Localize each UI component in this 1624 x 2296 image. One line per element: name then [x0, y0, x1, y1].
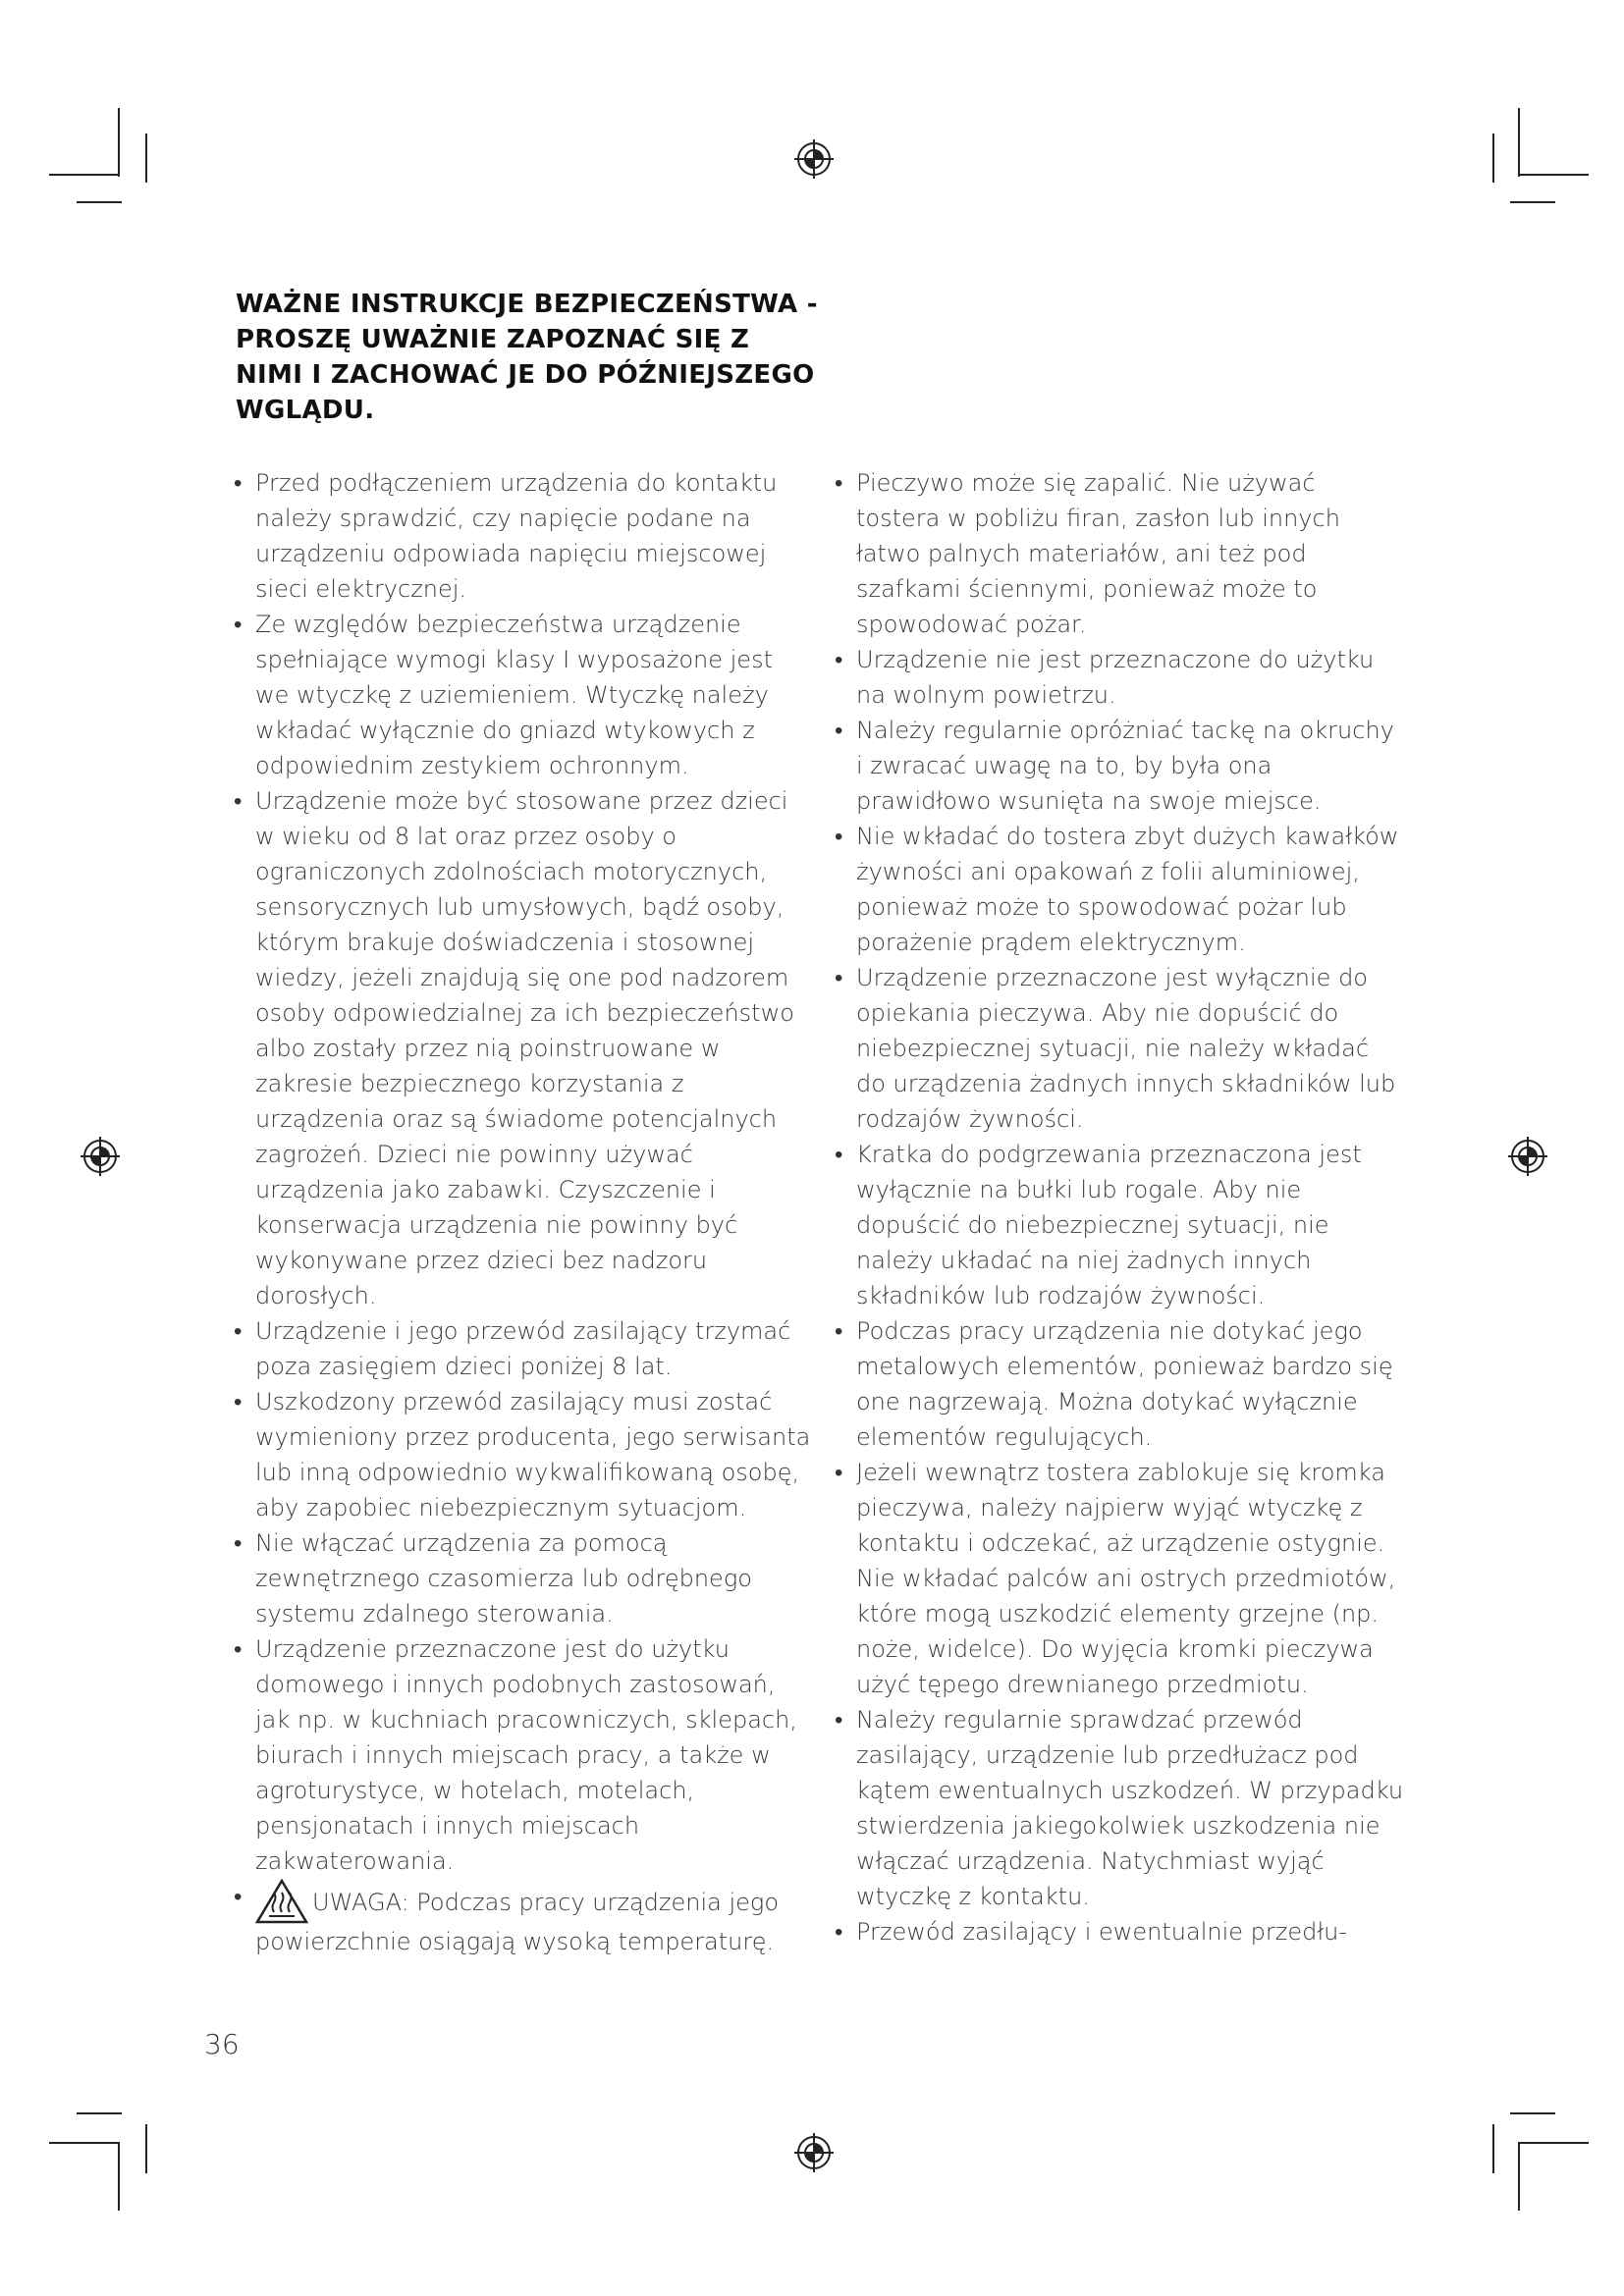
crop-mark: [1492, 2124, 1494, 2173]
list-item: • Nie włączać urządzenia za pomocą zewnętrznego czasomierza lub odrębnego systemu zdalnego sterowania.: [234, 1525, 813, 1631]
list-item: • Kratka do podgrzewania przeznaczona jest wyłącznie na bułki lub rogale. Aby nie dopuścić do niebezpiecznej sytuacji, nie należy układać na niej żadnych innych składników lub rodzajów żywności.: [835, 1137, 1404, 1313]
list-item: • Należy regularnie sprawdzać przewód zasilający, urządzenie lub przedłużacz pod kątem ewentualnych uszkodzeń. W przypadku stwierdzenia jakiegokolwiek uszkodzenia nie włączać urządzenia. Natychmiast wyjąć wtyczkę z kontaktu.: [835, 1702, 1404, 1914]
crop-mark: [1520, 174, 1589, 176]
crop-mark: [77, 201, 122, 203]
list-item: • Jeżeli wewnątrz tostera zablokuje się kromka pieczywa, należy najpierw wyjąć wtyczkę z kontaktu i odczekać, aż urządzenie ostygnie. Nie wkładać palców ani ostrych przedmiotów, które mogą uszkodzić elementy grzejne (np. noże, widelce). Do wyjęcia kromki pieczywa użyć tępego drewnianego przedmiotu.: [835, 1455, 1404, 1702]
registration-mark-icon: [79, 1135, 122, 1178]
list-item: • Urządzenie przeznaczone jest wyłącznie do opiekania pieczywa. Aby nie dopuścić do niebezpiecznej sytuacji, nie należy wkładać do urządzenia żadnych innych składników lub rodzajów żywności.: [835, 960, 1404, 1137]
list-item: • Przed podłączeniem urządzenia do kontaktu należy sprawdzić, czy napięcie podane na urządzeniu odpowiada napięciu miejscowej sieci elektrycznej.: [234, 465, 813, 607]
warning-text: UWAGA: Podczas pracy urządzenia jego powierzchnie osiągają wysoką temperaturę.: [255, 1889, 780, 1955]
list-item: • Nie wkładać do tostera zbyt dużych kawałków żywności ani opakowań z folii aluminiowej, ponieważ może to spowodować pożar lub porażenie prądem elektrycznym.: [835, 819, 1404, 960]
registration-mark-icon: [1506, 1135, 1549, 1178]
list-item: • Urządzenie przeznaczone jest do użytku domowego i innych podobnych zastosowań, jak np. w kuchniach pracowniczych, sklepach, biurach i innych miejscach pracy, a także w agroturystyce, w hotelach, motelach, pensjonatach i innych miejscach zakwaterowania.: [234, 1631, 813, 1879]
warning-list-item: [234, 1879, 813, 1959]
crop-mark: [1510, 2112, 1555, 2114]
list-item: • Urządzenie i jego przewód zasilający trzymać poza zasięgiem dzieci poniżej 8 lat.: [234, 1313, 813, 1384]
crop-mark: [118, 108, 120, 177]
crop-mark: [118, 2142, 120, 2211]
list-item: • Podczas pracy urządzenia nie dotykać jego metalowych elementów, ponieważ bardzo się one nagrzewają. Można dotykać wyłącznie elementów regulujących.: [835, 1313, 1404, 1455]
list-item: • Urządzenie może być stosowane przez dzieci w wieku od 8 lat oraz przez osoby o ograniczonych zdolnościach motorycznych, sensorycznych lub umysłowych, bądź osoby, którym brakuje doświadczenia i stosownej wiedzy, jeżeli znajdują się one pod nadzorem osoby odpowiedzialnej za ich bezpieczeństwo albo zostały przez nią poinstruowane w zakresie bezpiecznego korzystania z urządzenia oraz są świadome potencjalnych zagrożeń. Dzieci nie powinny używać urządzenia jako zabawki. Czyszczenie i konserwacja urządzenia nie powinny być wykonywane przez dzieci bez nadzoru dorosłych.: [234, 783, 813, 1313]
crop-mark: [1492, 133, 1494, 183]
list-item: • Urządzenie nie jest przeznaczone do użytku na wolnym powietrzu.: [835, 642, 1404, 713]
left-column-list: [234, 465, 813, 1959]
crop-mark: [49, 2142, 118, 2144]
page-number: 36: [204, 2028, 240, 2060]
registration-mark-icon: [792, 2131, 836, 2174]
crop-mark: [145, 2124, 147, 2173]
hot-surface-warning-icon: [255, 1879, 308, 1924]
crop-mark: [145, 133, 147, 183]
crop-mark: [1518, 2142, 1520, 2211]
list-item: • Należy regularnie opróżniać tackę na okruchy i zwracać uwagę na to, by była ona prawidłowo wsunięta na swoje miejsce.: [835, 713, 1404, 819]
registration-mark-icon: [792, 137, 836, 181]
list-item: • Uszkodzony przewód zasilający musi zostać wymieniony przez producenta, jego serwisanta lub inną odpowiednio wykwalifikowaną osobę, aby zapobiec niebezpiecznym sytuacjom.: [234, 1384, 813, 1525]
right-column-list: [835, 465, 1404, 1949]
crop-mark: [77, 2112, 122, 2114]
crop-mark: [1518, 108, 1520, 177]
crop-mark: [1520, 2142, 1589, 2144]
page-title: WAŻNE INSTRUKCJE BEZPIECZEŃSTWA - PROSZĘ UWAŻNIE ZAPOZNAĆ SIĘ Z NIMI I ZACHOWAĆ JE DO PÓŹNIEJSZEGO WGLĄDU.: [236, 290, 818, 425]
list-item: • Przewód zasilający i ewentualnie przedłu-: [835, 1914, 1404, 1949]
list-item: • Ze względów bezpieczeństwa urządzenie spełniające wymogi klasy I wyposażone jest we wtyczkę z uziemieniem. Wtyczkę należy wkładać wyłącznie do gniazd wtykowych z odpowiednim zestykiem ochronnym.: [234, 607, 813, 783]
crop-mark: [49, 174, 118, 176]
crop-mark: [1510, 201, 1555, 203]
list-item: • Pieczywo może się zapalić. Nie używać tostera w pobliżu firan, zasłon lub innych łatwo palnych materiałów, ani też pod szafkami ściennymi, ponieważ może to spowodować pożar.: [835, 465, 1404, 642]
